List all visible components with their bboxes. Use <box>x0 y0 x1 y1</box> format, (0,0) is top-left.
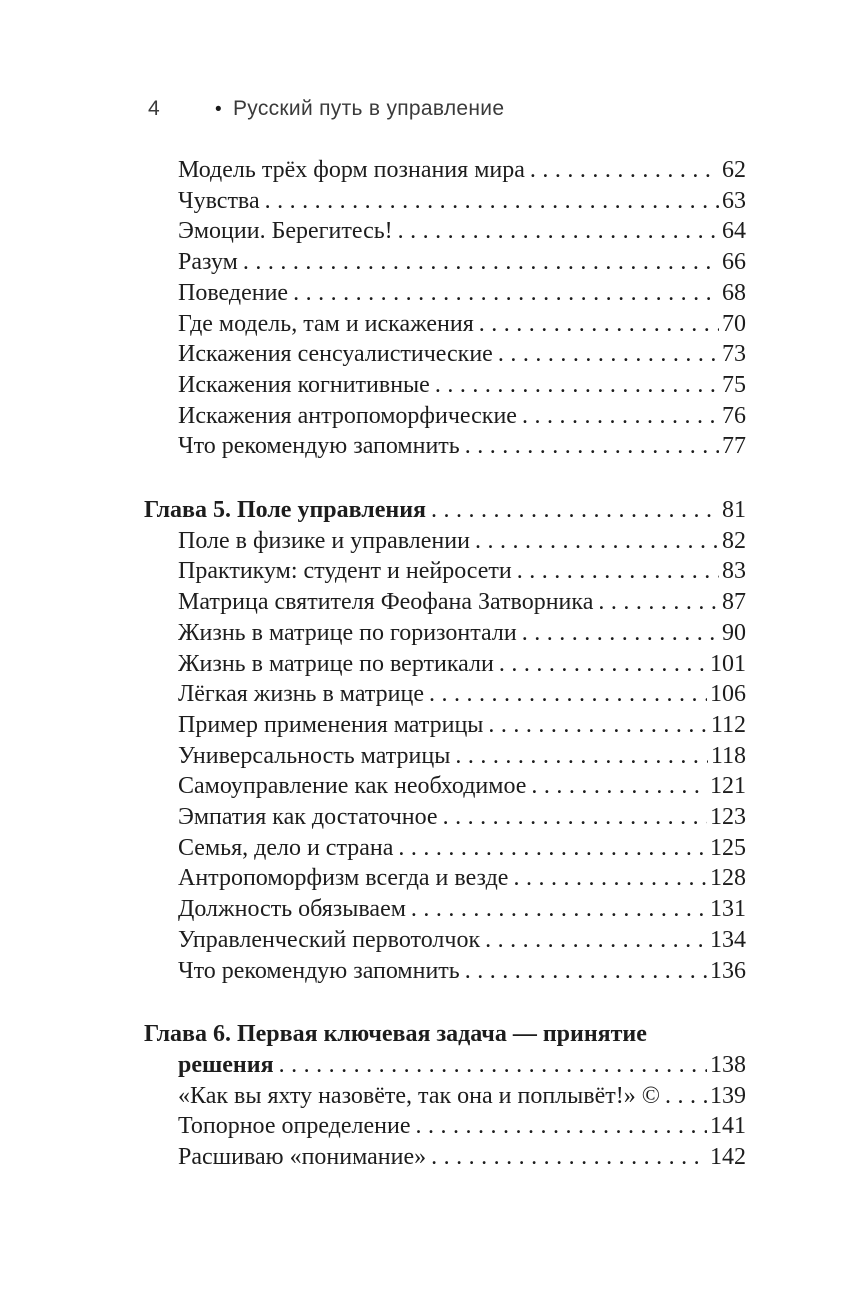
toc-entry <box>144 925 746 956</box>
toc-entry <box>144 1081 746 1112</box>
toc-entry-title: Глава 6. Первая ключевая задача — принятие <box>144 1021 647 1048</box>
dot-leader <box>485 925 707 956</box>
toc-entry <box>144 771 746 802</box>
toc-chapter-entry <box>144 1019 746 1050</box>
toc-entry <box>144 894 746 925</box>
toc-entry <box>144 1142 746 1173</box>
toc-entry <box>144 526 746 557</box>
toc-entry-page: 64 <box>722 218 746 245</box>
toc-entry-title: решения <box>178 1051 274 1078</box>
dot-leader <box>429 679 707 710</box>
dot-leader <box>517 556 719 587</box>
dot-leader <box>522 401 719 432</box>
dot-leader <box>475 526 719 557</box>
toc-entry <box>144 247 746 278</box>
toc-entry-title: Разум <box>178 249 238 276</box>
toc-entry-title: Искажения сенсуалистические <box>178 341 493 368</box>
dot-leader <box>513 863 707 894</box>
toc-entry <box>144 556 746 587</box>
toc-entry-title: Должность обязываем <box>178 896 406 923</box>
dot-leader <box>411 894 707 925</box>
toc-entry-title: Управленческий первотолчок <box>178 926 481 953</box>
toc-entry-page: 123 <box>710 804 746 831</box>
toc-entry <box>144 186 746 217</box>
toc-entry <box>144 618 746 649</box>
toc-entry-page: 83 <box>722 558 746 585</box>
running-header <box>148 97 746 121</box>
toc-entry <box>144 741 746 772</box>
dot-leader <box>488 710 707 741</box>
toc-entry <box>144 833 746 864</box>
toc-entry-title: Что рекомендую запомнить <box>178 433 460 460</box>
toc-entry <box>144 863 746 894</box>
toc-entry <box>144 431 746 462</box>
dot-leader <box>398 216 719 247</box>
toc-entry-page: 77 <box>722 433 746 460</box>
toc-entry-page: 101 <box>710 650 746 677</box>
toc-entry-page: 125 <box>710 834 746 861</box>
dot-leader <box>522 618 719 649</box>
dot-leader <box>479 309 719 340</box>
toc-entry-page: 121 <box>710 773 746 800</box>
dot-leader <box>435 370 719 401</box>
dot-leader <box>279 1050 707 1081</box>
dot-leader <box>293 278 719 309</box>
toc-entry-title: Практикум: студент и нейросети <box>178 558 512 585</box>
toc-entry-title: «Как вы яхту назовёте, так она и поплывёт!» © <box>178 1082 660 1109</box>
toc-entry-title: Матрица святителя Феофана Затворника <box>178 589 594 616</box>
dot-leader <box>465 956 707 987</box>
toc-entry-page: 139 <box>710 1082 746 1109</box>
toc-entry-page: 62 <box>722 157 746 183</box>
toc-entry-page: 87 <box>722 589 746 616</box>
toc-entry-title: Самоуправление как необходимое <box>178 773 527 800</box>
toc-entry-title: Где модель, там и искажения <box>178 310 474 337</box>
toc-entry-title: Глава 5. Поле управления <box>144 497 427 524</box>
dot-leader <box>531 771 707 802</box>
toc-entry-title: Искажения антропоморфические <box>178 402 517 429</box>
toc-chapter-entry <box>144 495 746 526</box>
toc-entry-page: 112 <box>710 711 746 738</box>
toc-entry-page: 66 <box>722 249 746 276</box>
toc-entry <box>144 710 746 741</box>
toc-entry-page: 68 <box>722 279 746 306</box>
toc-entry <box>144 278 746 309</box>
toc-entry-page: 63 <box>722 187 746 214</box>
toc-chapter-entry-continuation <box>144 1050 746 1081</box>
toc-entry-title: Универсальность матрицы <box>178 742 451 769</box>
toc-entry-page: 138 <box>710 1051 746 1078</box>
toc-entry-page: 90 <box>722 619 746 646</box>
toc-entry-page: 131 <box>710 896 746 923</box>
toc-entry-page: 118 <box>710 742 746 769</box>
toc-entry-title: Поведение <box>178 279 289 306</box>
toc-entry <box>144 401 746 432</box>
toc-entry-page: 70 <box>722 310 746 337</box>
toc-entry-page: 142 <box>710 1144 746 1171</box>
toc-entry-title: Лёгкая жизнь в матрице <box>178 681 424 708</box>
toc-entry <box>144 802 746 833</box>
toc-entry <box>144 649 746 680</box>
toc-entry-page: 106 <box>710 681 746 708</box>
toc-entry-page: 81 <box>722 497 746 524</box>
dot-leader <box>443 802 707 833</box>
toc-entry-page: 141 <box>710 1113 746 1140</box>
dot-leader <box>665 1081 707 1112</box>
dot-leader <box>499 649 707 680</box>
toc-entry-page: 134 <box>710 926 746 953</box>
toc-entry <box>144 339 746 370</box>
bullet-icon: • <box>215 99 222 120</box>
dot-leader <box>530 155 719 186</box>
dot-leader <box>498 339 719 370</box>
dot-leader <box>265 186 719 217</box>
toc-entry-title: Искажения когнитивные <box>178 371 430 398</box>
toc-entry-title: Топорное определение <box>178 1113 411 1140</box>
toc-entry-title: Пример применения матрицы <box>178 711 484 738</box>
toc-entry-title: Расшиваю «понимание» <box>178 1144 427 1171</box>
toc-entry-title: Модель трёх форм познания мира <box>178 157 525 183</box>
dot-leader <box>416 1111 708 1142</box>
page-number: 4 <box>148 97 160 120</box>
toc-entry <box>144 309 746 340</box>
toc-entry <box>144 679 746 710</box>
dot-leader <box>431 495 719 526</box>
toc-entry-title: Эмоции. Берегитесь! <box>178 218 393 245</box>
toc-entry-page: 82 <box>722 527 746 554</box>
toc-entry-page: 73 <box>722 341 746 368</box>
dot-leader <box>243 247 719 278</box>
toc-entry <box>144 370 746 401</box>
toc-entry-title: Эмпатия как достаточное <box>178 804 438 831</box>
toc-entry-page: 136 <box>710 957 746 984</box>
toc-entry <box>144 216 746 247</box>
toc-entry <box>144 1111 746 1142</box>
toc-entry <box>144 587 746 618</box>
dot-leader <box>431 1142 707 1173</box>
toc-entry-title: Антропоморфизм всегда и везде <box>178 865 509 892</box>
toc-entry-title: Поле в физике и управлении <box>178 527 470 554</box>
running-title: Русский путь в управление <box>232 97 505 120</box>
toc-entry-title: Жизнь в матрице по вертикали <box>178 650 494 677</box>
toc-entry <box>144 155 746 186</box>
dot-leader <box>398 833 707 864</box>
dot-leader <box>465 431 719 462</box>
dot-leader <box>598 587 719 618</box>
toc-entry-page: 75 <box>722 371 746 398</box>
toc-entry-page: 76 <box>722 402 746 429</box>
table-of-contents <box>144 155 746 1173</box>
toc-entry-page: 128 <box>710 865 746 892</box>
toc-entry-title: Жизнь в матрице по горизонтали <box>178 619 517 646</box>
toc-entry-title: Что рекомендую запомнить <box>178 957 460 984</box>
dot-leader <box>455 741 708 772</box>
toc-entry <box>144 956 746 987</box>
toc-entry-title: Чувства <box>178 187 260 214</box>
toc-entry-title: Семья, дело и страна <box>178 834 394 861</box>
